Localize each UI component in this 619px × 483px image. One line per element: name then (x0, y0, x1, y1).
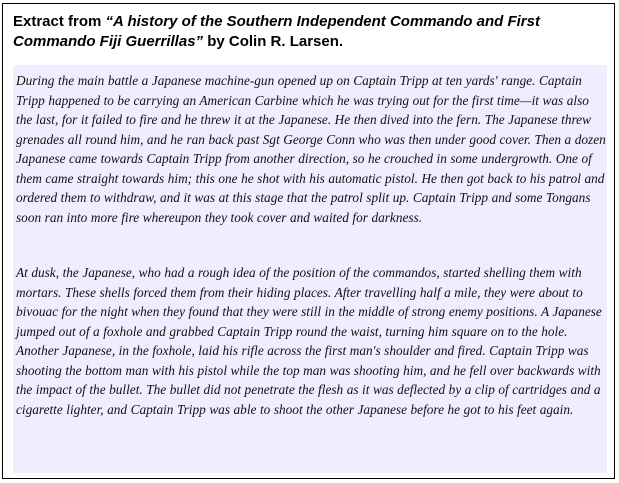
quote-panel (13, 65, 607, 473)
heading-author: by Colin R. Larsen. (203, 33, 344, 50)
extract-box (2, 3, 615, 479)
heading-prefix: Extract from (13, 13, 106, 30)
extract-heading (13, 12, 608, 52)
paragraph-battle: During the main battle a Japanese machine-gun opened up on Captain Tripp at ten yards' range. Captain Tripp happened to be carrying an American Carbine which he was trying out for the first time—it was also the last, for it failed to fire and he threw it at the Japanese. He then dived into the fern. The Japanese threw grenades all round him, and he ran back past Sgt George Conn who was then under good cover. Then a dozen Japanese came towards Captain Tripp from another direction, so he crouched in some undergrowth. One of them came straight towards him; this one he shot with his automatic pistol. He then got back to his patrol and ordered them to withdraw, and it was at this stage that the patrol split up. Captain Tripp and some Tongans soon ran into more fire whereupon they took cover and waited for darkness. (16, 73, 606, 225)
book-title: “A history of the Southern Independent Commando and First Commando Fiji Guerrillas” (13, 13, 540, 50)
paragraph-dusk: At dusk, the Japanese, who had a rough idea of the position of the commandos, started shelling them with mortars. These shells forced them from their hiding places. After travelling half a mile, they were about to bivouac for the night when they found that they were still in the middle of strong enemy positions. A Japanese jumped out of a foxhole and grabbed Captain Tripp round the waist, turning him square on to the hole. Another Japanese, in the foxhole, laid his rifle across the first man's shoulder and fired. Captain Tripp was shooting the bottom man with his pistol while the top man was shooting him, and he fell over backwards with the impact of the bullet. The bullet did not penetrate the flesh as it was deflected by a clip of cartridges and a cigarette lighter, and Captain Tripp was able to shoot the other Japanese before he got to his feet again. (16, 265, 602, 417)
